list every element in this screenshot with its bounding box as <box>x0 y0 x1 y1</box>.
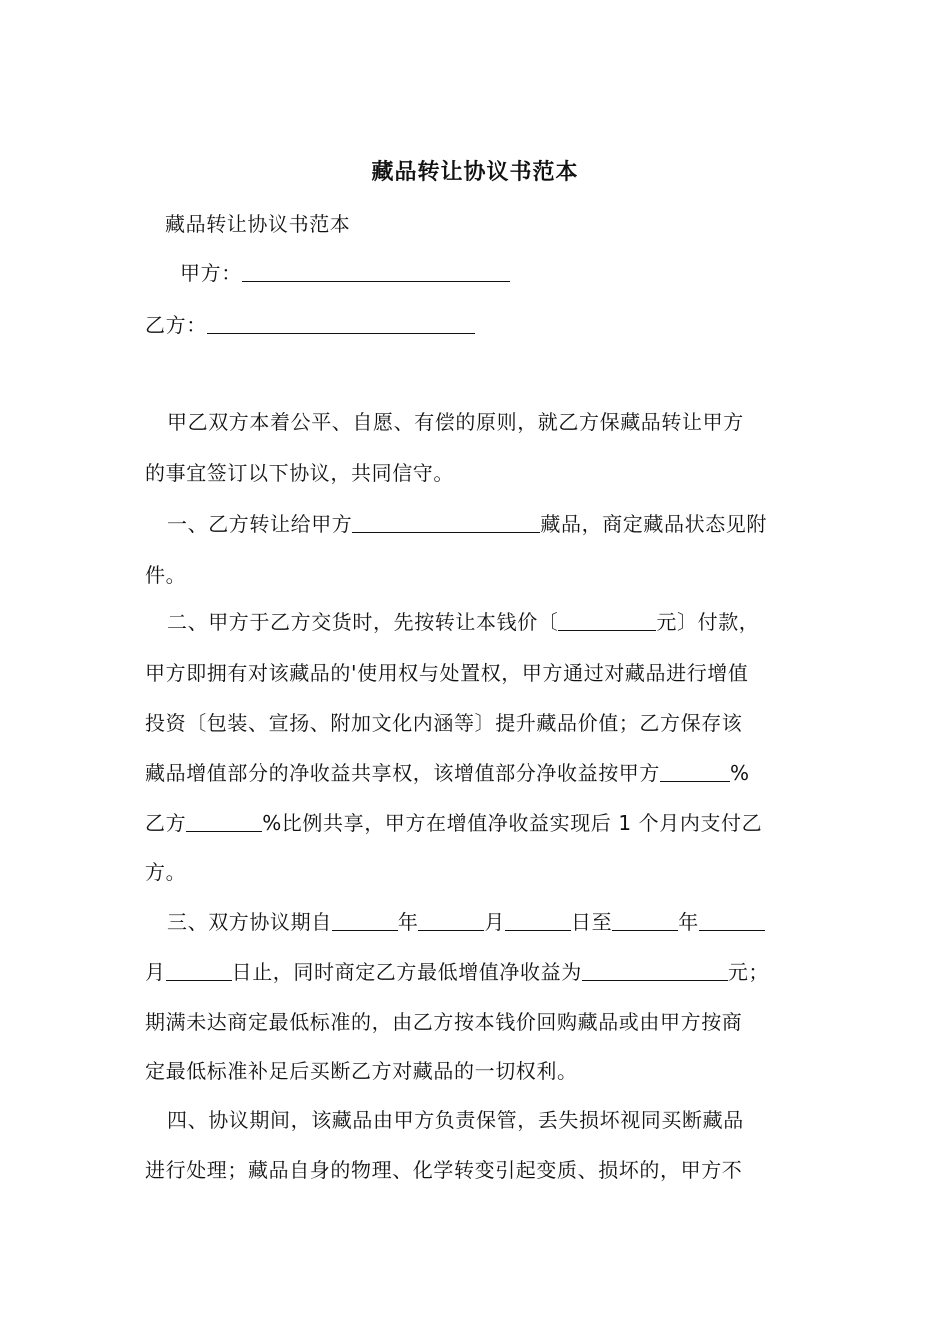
end-month-label: 月 <box>145 960 166 984</box>
party-a-label: 甲方： <box>180 261 242 285</box>
party-b-label: 乙方： <box>145 313 207 337</box>
min-income-blank <box>582 960 728 981</box>
start-month-blank <box>418 910 484 931</box>
end-year-label: 年 <box>678 910 699 934</box>
clause-3-text-b: 日止，同时商定乙方最低增值净收益为 <box>231 960 582 984</box>
clause-3-line-3: 期满未达商定最低标准的，由乙方按本钱价回购藏品或由甲方按商 <box>145 1010 743 1034</box>
clause-2-line-2: 甲方即拥有对该藏品的'使用权与处置权，甲方通过对藏品进行增值 <box>145 661 749 685</box>
start-day-blank <box>505 910 571 931</box>
clause-4-line-2: 进行处理；藏品自身的物理、化学转变引起变质、损坏的，甲方不 <box>145 1158 743 1182</box>
clause-1-blank <box>352 512 540 533</box>
end-month-blank-start <box>699 910 765 931</box>
month-label: 月 <box>484 910 506 934</box>
clause-2-text-4a: 藏品增值部分的净收益共享权，该增值部分净收益按甲方 <box>145 761 660 785</box>
clause-1-text-b: 藏品，商定藏品状态见附 <box>540 512 768 536</box>
clause-4-line-1: 四、协议期间，该藏品由甲方负责保管，丢失损坏视同买断藏品 <box>167 1108 744 1132</box>
clause-2-line-5 <box>145 808 810 838</box>
start-year-blank <box>332 910 398 931</box>
day-to-label: 日至 <box>571 910 613 934</box>
clause-3-line-4: 定最低标准补足后买断乙方对藏品的一切权利。 <box>145 1059 578 1083</box>
document-subtitle: 藏品转让协议书范本 <box>165 212 351 236</box>
intro-line-2: 的事宜签订以下协议，共同信守。 <box>145 461 454 485</box>
clause-3-line-1 <box>167 907 832 937</box>
end-day-blank <box>166 960 232 981</box>
document-title: 藏品转让协议书范本 <box>371 159 579 185</box>
party-b-line <box>145 310 810 340</box>
year-label: 年 <box>397 910 419 934</box>
clause-3-text-c: 元； <box>727 960 770 984</box>
clause-2-line-4 <box>145 758 810 788</box>
party-a-line <box>180 258 845 288</box>
clause-3-line-2 <box>145 957 810 987</box>
clause-2-text-4b: % <box>730 761 750 785</box>
clause-2-line-1 <box>167 607 832 637</box>
clause-3-text-a: 三、双方协议期自 <box>167 910 332 934</box>
clause-2-line-6: 方。 <box>145 860 187 884</box>
clause-2-line-3: 投资〔包装、宣扬、附加文化内涵等〕提升藏品价值；乙方保存该 <box>145 711 743 735</box>
party-b-share-blank <box>186 811 262 832</box>
party-a-blank <box>242 261 510 282</box>
end-year-blank <box>612 910 678 931</box>
clause-2-text-5a: 乙方 <box>145 811 187 835</box>
clause-2-text-5b: %比例共享，甲方在增值净收益实现后 1 个月内支付乙 <box>262 811 763 835</box>
clause-1-text-a: 一、乙方转让给甲方 <box>167 512 353 536</box>
clause-1-line-2: 件。 <box>145 563 187 587</box>
intro-line-1: 甲乙双方本着公平、自愿、有偿的原则，就乙方保藏品转让甲方 <box>167 410 744 434</box>
price-blank <box>558 610 656 631</box>
clause-2-text-a: 二、甲方于乙方交货时，先按转让本钱价〔 <box>167 610 559 634</box>
clause-1-line-1 <box>167 509 832 539</box>
clause-2-text-b: 元〕付款， <box>656 610 760 634</box>
party-b-blank <box>207 313 475 334</box>
party-a-share-blank <box>660 761 730 782</box>
